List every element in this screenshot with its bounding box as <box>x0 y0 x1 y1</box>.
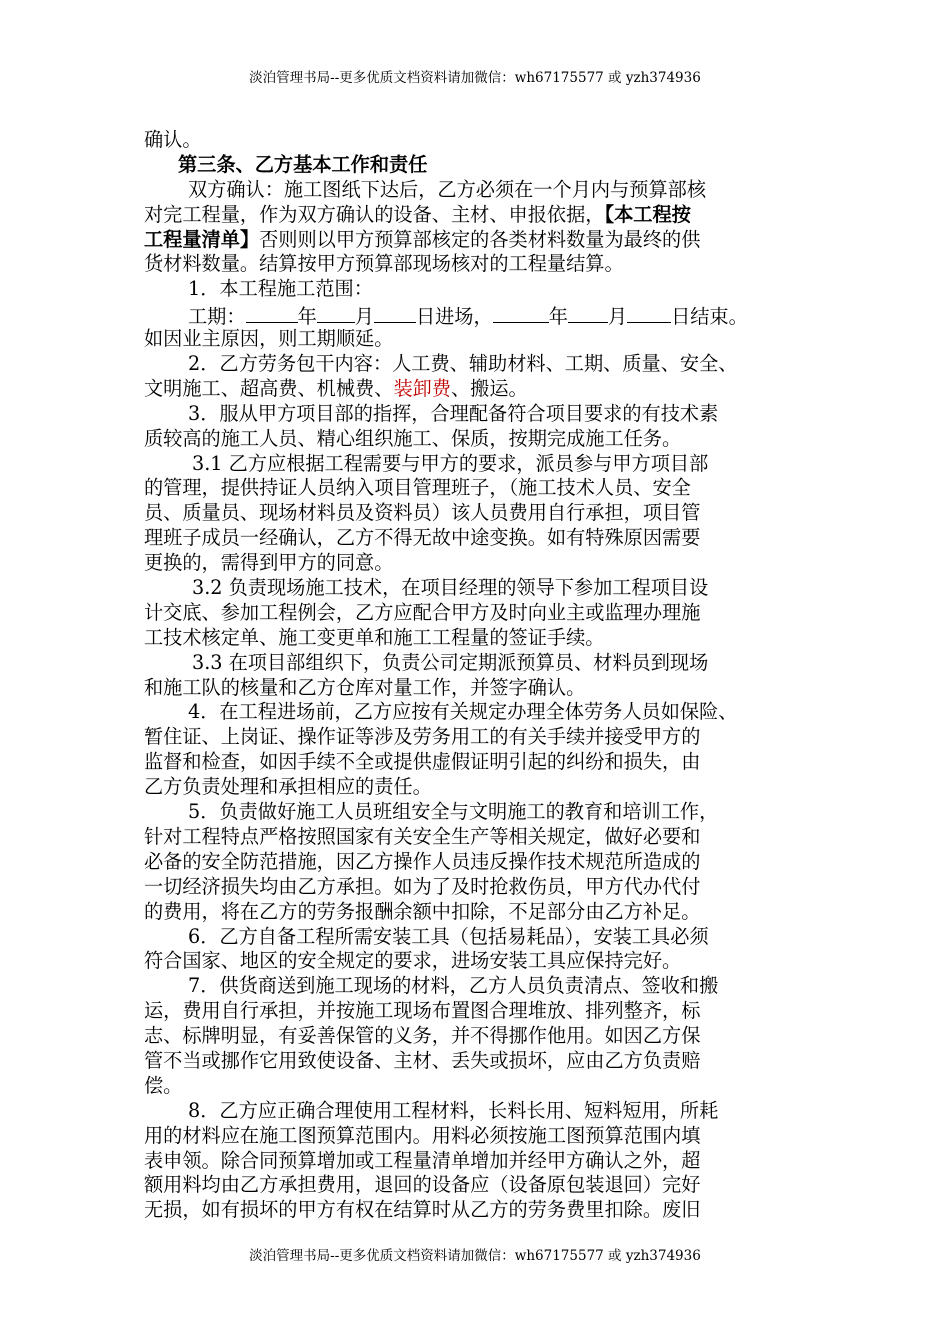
paragraph-line: 运，费用自行承担，并按施工现场布置图合理堆放、排列整齐，标 <box>144 999 701 1023</box>
paragraph-line: 6．乙方自备工程所需安装工具（包括易耗品），安装工具必须 <box>188 924 709 948</box>
schedule-line <box>144 302 824 327</box>
paragraph-line: 工技术核定单、施工变更单和施工工程量的签证手续。 <box>144 625 605 649</box>
paragraph-line <box>144 377 824 402</box>
label-day-start: 日进场， <box>415 305 493 329</box>
paragraph-line: 必备的安全防范措施，因乙方操作人员违反操作技术规范所造成的 <box>144 849 701 873</box>
paragraph-line: 的费用，将在乙方的劳务报酬余额中扣除，不足部分由乙方补足。 <box>144 899 701 923</box>
paragraph-line: 1．本工程施工范围： <box>188 277 373 301</box>
text-span: 、搬运。 <box>451 376 528 400</box>
paragraph-line: 暂住证、上岗证、操作证等涉及劳务用工的有关手续并接受甲方的 <box>144 725 701 749</box>
paragraph-line <box>144 228 824 253</box>
text-span: 对完工程量，作为双方确认的设备、主材、申报依据， <box>144 202 605 226</box>
label-month: 月 <box>354 305 374 329</box>
section-heading: 第三条、乙方基本工作和责任 <box>178 152 428 176</box>
blank-year-start[interactable] <box>246 302 298 323</box>
paragraph-line: 用的材料应在施工图预算范围内。用料必须按施工图预算范围内填 <box>144 1123 701 1147</box>
paragraph-line: 3.3 在项目部组织下，负责公司定期派预算员、材料员到现场 <box>192 650 709 674</box>
paragraph-line: 管不当或挪作它用致使设备、主材、丢失或损坏，应由乙方负责赔 <box>144 1048 701 1072</box>
blank-day-start[interactable] <box>374 302 416 323</box>
bold-text: 【本工程按 <box>604 202 691 226</box>
label-duration: 工期： <box>188 305 246 329</box>
paragraph-line: 一切经济损失均由乙方承担。如为了及时抢救伤员，甲方代办代付 <box>144 874 701 898</box>
paragraph-line: 理班子成员一经确认，乙方不得无故中途变换。如有特殊原因需要 <box>144 526 701 550</box>
page-header: 淡泊管理书局--更多优质文档资料请加微信：wh67175577 或 yzh374936 <box>249 70 701 86</box>
paragraph-line: 偿。 <box>144 1073 183 1097</box>
paragraph-line: 3.1 乙方应根据工程需要与甲方的要求，派员参与甲方项目部 <box>192 451 709 475</box>
text-span: 否则则以甲方预算部核定的各类材料数量为最终的供 <box>259 227 701 251</box>
document-body <box>144 128 824 1223</box>
paragraph-line: 2．乙方劳务包干内容：人工费、辅助材料、工期、质量、安全、 <box>188 352 738 376</box>
blank-year-end[interactable] <box>493 302 549 323</box>
paragraph-line: 计交底、参加工程例会，乙方应配合甲方及时向业主或监理办理施 <box>144 600 701 624</box>
paragraph-line: 3．服从甲方项目部的指挥，合理配备符合项目要求的有技术素 <box>188 401 719 425</box>
paragraph-line: 4．在工程进场前，乙方应按有关规定办理全体劳务人员如保险、 <box>188 700 738 724</box>
blank-month-end[interactable] <box>568 302 608 323</box>
label-year: 年 <box>297 305 317 329</box>
paragraph-line: 志、标牌明显，有妥善保管的义务，并不得挪作他用。如因乙方保 <box>144 1024 701 1048</box>
paragraph-line: 质较高的施工人员、精心组织施工、保质，按期完成施工任务。 <box>144 426 682 450</box>
bold-text: 工程量清单】 <box>144 227 260 251</box>
blank-month-start[interactable] <box>317 302 355 323</box>
paragraph-line: 员、质量员、现场材料员及资料员）该人员费用自行承担，项目管 <box>144 501 701 525</box>
label-month: 月 <box>607 305 628 329</box>
paragraph-line: 的管理，提供持证人员纳入项目管理班子，（施工技术人员、安全 <box>144 476 691 500</box>
paragraph-line: 3.2 负责现场施工技术，在项目经理的领导下参加工程项目设 <box>192 576 709 600</box>
page-footer: 淡泊管理书局--更多优质文档资料请加微信：wh67175577 或 yzh374936 <box>249 1248 701 1264</box>
paragraph-line: 8．乙方应正确合理使用工程材料，长料长用、短料短用，所耗 <box>188 1098 719 1122</box>
paragraph-line: 针对工程特点严格按照国家有关安全生产等相关规定，做好必要和 <box>144 824 701 848</box>
blank-day-end[interactable] <box>627 302 671 323</box>
paragraph-line: 5．负责做好施工人员班组安全与文明施工的教育和培训工作， <box>188 800 719 824</box>
paragraph-line: 货材料数量。结算按甲方预算部现场核对的工程量结算。 <box>144 252 624 276</box>
label-year: 年 <box>548 305 568 329</box>
paragraph-line: 7．供货商送到施工现场的材料，乙方人员负责清点、签收和搬 <box>188 974 719 998</box>
paragraph-line: 更换的，需得到甲方的同意。 <box>144 551 394 575</box>
paragraph-line: 双方确认：施工图纸下达后，乙方必须在一个月内与预算部核 <box>188 177 707 201</box>
paragraph-line: 如因业主原因，则工期顺延。 <box>144 327 394 351</box>
label-day-end: 日结束。 <box>671 305 748 329</box>
paragraph-line: 符合国家、地区的安全规定的要求，进场安装工具应保持完好。 <box>144 949 682 973</box>
paragraph-line: 乙方负责处理和承担相应的责任。 <box>144 775 432 799</box>
paragraph-line: 无损，如有损坏的甲方有权在结算时从乙方的劳务费里扣除。废旧 <box>144 1198 701 1222</box>
paragraph-line: 表申领。除合同预算增加或工程量清单增加并经甲方确认之外，超 <box>144 1148 701 1172</box>
paragraph-line: 额用料均由乙方承担费用，退回的设备应（设备原包装退回）完好 <box>144 1173 701 1197</box>
highlighted-text: 装卸费 <box>393 376 451 400</box>
text-span: 文明施工、超高费、机械费、 <box>144 376 394 400</box>
paragraph-line: 监督和检查，如因手续不全或提供虚假证明引起的纠纷和损失，由 <box>144 750 701 774</box>
paragraph-line <box>144 203 824 228</box>
paragraph-line: 确认。 <box>144 128 202 151</box>
paragraph-line: 和施工队的核量和乙方仓库对量工作，并签字确认。 <box>144 675 586 699</box>
